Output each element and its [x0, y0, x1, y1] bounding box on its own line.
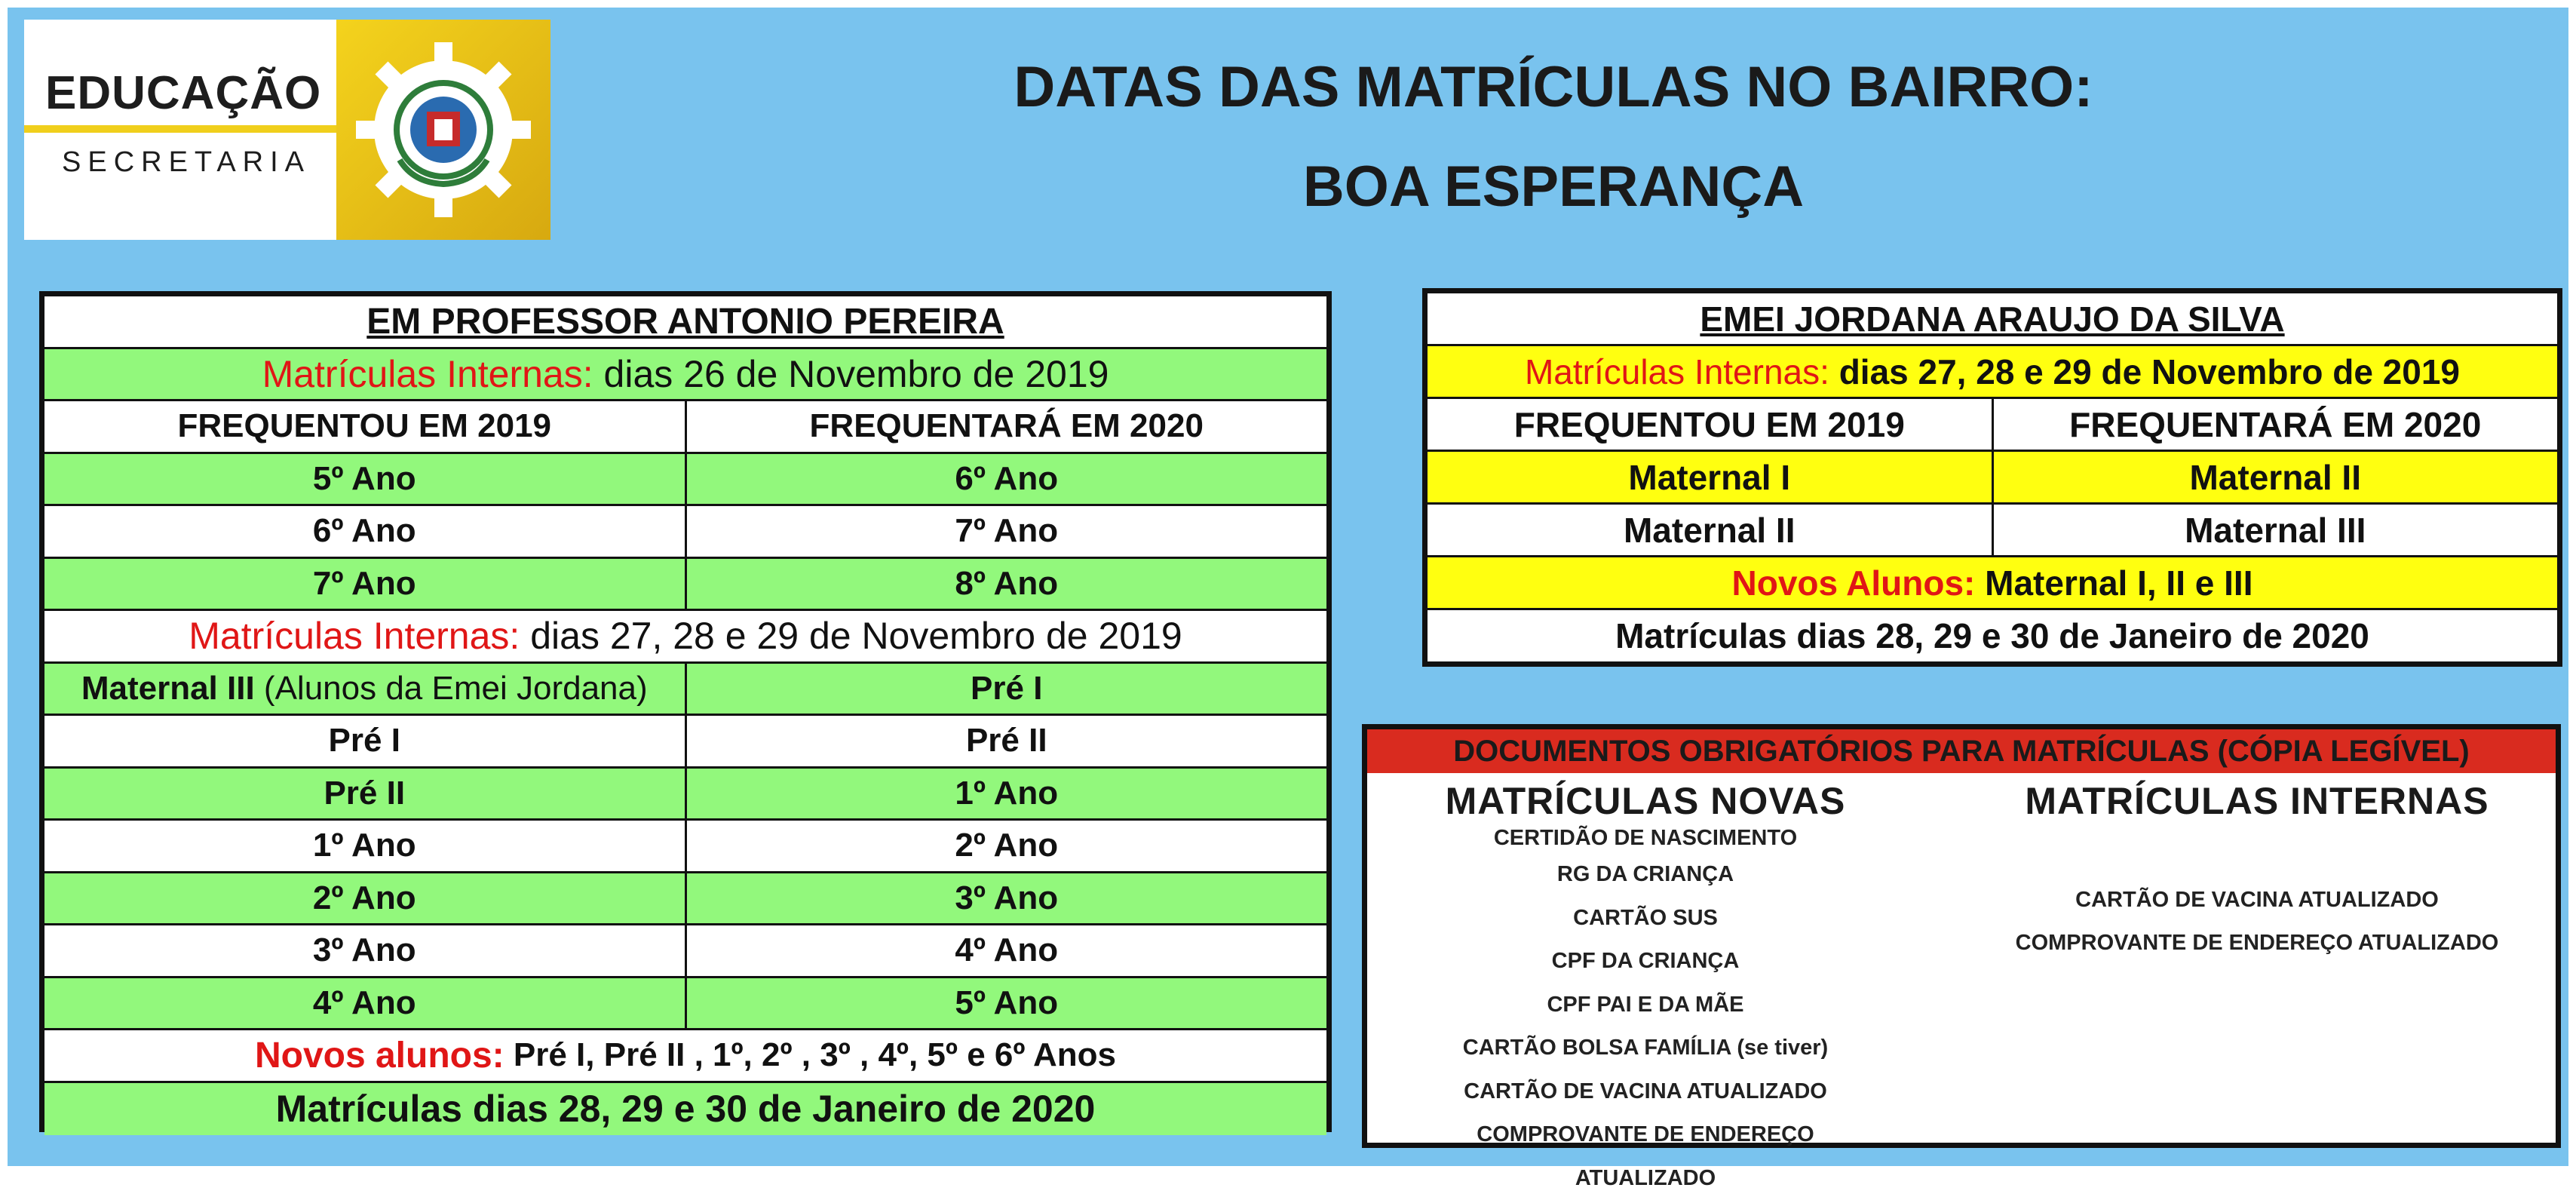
list-item: CARTÃO DE VACINA ATUALIZADO: [2075, 888, 2439, 912]
list-item: CPF PAI E DA MÃE: [1547, 992, 1744, 1017]
internal-enrollment-label: Matrículas Internas:: [1524, 351, 1829, 391]
table-row: [44, 978, 1326, 1031]
grade-to: 2º Ano: [685, 821, 1327, 871]
school-name-row: [1428, 293, 2557, 346]
column-header-will-attend: FREQUENTARÁ EM 2020: [685, 401, 1327, 452]
poster: [8, 8, 2568, 1190]
internal-enrollment-row: [44, 611, 1326, 664]
new-students: [1428, 557, 2557, 608]
final-enrollment-dates: Matrículas dias 28, 29 e 30 de Janeiro de 2020: [1615, 616, 2369, 655]
grade-from: Maternal II: [1623, 510, 1796, 550]
grade-to: 1º Ano: [685, 769, 1327, 819]
new-enrollment-title: MATRÍCULAS NOVAS: [1445, 780, 1846, 822]
headline-line-1: DATAS DAS MATRÍCULAS NO BAIRRO:: [1014, 55, 2093, 119]
table-row: [44, 821, 1326, 873]
grade-to: 3º Ano: [685, 873, 1327, 924]
internal-enrollment-label: Matrículas Internas:: [262, 352, 593, 395]
table-row: [44, 769, 1326, 821]
emei-jordana-araujo-da-silva-table: [1422, 288, 2562, 667]
internal-enrollment-dates: dias 27, 28 e 29 de Novembro de 2019: [1838, 351, 2461, 391]
list-item: CARTÃO BOLSA FAMÍLIA (se tiver): [1462, 1036, 1829, 1060]
grade-from: 3º Ano: [312, 931, 416, 969]
grade-from: 4º Ano: [312, 984, 416, 1021]
school-name: EMEI JORDANA ARAUJO DA SILVA: [1700, 299, 2285, 339]
list-item: CARTÃO DE VACINA ATUALIZADO: [1464, 1079, 1827, 1103]
new-students-grades: Maternal I, II e III: [1985, 563, 2253, 603]
list-item: RG DA CRIANÇA: [1556, 862, 1734, 886]
internal-enrollment: [1428, 346, 2557, 397]
internal-enrollment-dates: dias 27, 28 e 29 de Novembro de 2019: [530, 615, 1182, 658]
grade-to: 7º Ano: [685, 506, 1327, 557]
grade-from: Maternal I: [1628, 457, 1791, 497]
coat-of-arms-icon: [336, 20, 550, 240]
secretaria-educacao-logo: [24, 20, 550, 240]
list-item: COMPROVANTE DE ENDEREÇO ATUALIZADO: [2015, 931, 2499, 955]
grade-from: 6º Ano: [312, 512, 416, 550]
grade-to: 5º Ano: [685, 978, 1327, 1029]
new-students-grades: Pré I, Pré II , 1º, 2º , 3º , 4º, 5º e 6º Anos: [513, 1036, 1117, 1074]
logo-divider: [24, 125, 336, 133]
school-name: EM PROFESSOR ANTONIO PEREIRA: [366, 301, 1004, 342]
grade-from: 2º Ano: [312, 879, 416, 916]
grade-to: Maternal II: [1992, 452, 2558, 502]
grade-from: Pré II: [324, 774, 406, 812]
column-header-attended: FREQUENTOU EM 2019: [177, 407, 552, 445]
grade-from: 1º Ano: [312, 827, 416, 864]
headline: [912, 38, 2194, 237]
list-item: CARTÃO SUS: [1573, 905, 1718, 930]
list-item: CPF DA CRIANÇA: [1551, 949, 1740, 973]
grade-from: 7º Ano: [312, 564, 416, 602]
grade-from-note: (Alunos da Emei Jordana): [263, 669, 648, 707]
table-row: [44, 664, 1326, 717]
internal-enrollment-list: [1986, 879, 2528, 965]
grade-from: [44, 664, 685, 714]
table-row: [44, 454, 1326, 507]
table-row: [44, 559, 1326, 612]
internal-enrollment-documents: [1986, 779, 2528, 965]
new-enrollment-documents: [1415, 779, 1875, 1190]
documents-header: DOCUMENTOS OBRIGATÓRIOS PARA MATRÍCULAS (CÓPIA LEGÍVEL): [1367, 729, 2556, 773]
logo-subtitle: SECRETARIA: [62, 146, 311, 178]
headline-line-2: BOA ESPERANÇA: [1302, 155, 1805, 219]
grade-to: Pré II: [685, 716, 1327, 766]
grade-from: Pré I: [328, 722, 400, 760]
grade-to: 4º Ano: [685, 925, 1327, 976]
grade-to: Pré I: [685, 664, 1327, 714]
grade-to: 6º Ano: [685, 454, 1327, 505]
column-header-will-attend: FREQUENTARÁ EM 2020: [1992, 399, 2558, 450]
grade-from: 5º Ano: [312, 459, 416, 497]
final-enrollment-dates: Matrículas dias 28, 29 e 30 de Janeiro de 2020: [275, 1088, 1096, 1131]
table-row: [44, 506, 1326, 559]
column-header-attended: FREQUENTOU EM 2019: [1513, 404, 1905, 444]
table-row: [1428, 452, 2557, 505]
list-item: CERTIDÃO DE NASCIMENTO: [1493, 826, 1798, 850]
grade-to: 8º Ano: [685, 559, 1327, 609]
logo-title: EDUCAÇÃO: [45, 67, 322, 119]
internal-enrollment-row: [1428, 346, 2557, 399]
internal-enrollment-dates: dias 26 de Novembro de 2019: [603, 352, 1109, 395]
table-row: [44, 925, 1326, 978]
table-row: [44, 716, 1326, 769]
grade-to: Maternal III: [1992, 505, 2558, 555]
table-row: [1428, 505, 2557, 557]
list-item: COMPROVANTE DE ENDEREÇO ATUALIZADO: [1477, 1122, 1814, 1190]
new-students-row: [1428, 557, 2557, 610]
final-enrollment-row: [44, 1083, 1326, 1136]
table-row: [44, 873, 1326, 926]
internal-enrollment-title: MATRÍCULAS INTERNAS: [2025, 780, 2489, 822]
required-documents-box: [1362, 724, 2561, 1190]
internal-enrollment-label: Matrículas Internas:: [189, 615, 520, 658]
new-students-label: Novos Alunos:: [1731, 563, 1976, 603]
internal-enrollment: [44, 349, 1326, 400]
new-students-row: [44, 1030, 1326, 1083]
column-header-row: [1428, 399, 2557, 452]
logo-text: [24, 20, 336, 240]
em-professor-antonio-pereira-table: [39, 291, 1332, 1132]
school-name-row: [44, 296, 1326, 349]
internal-enrollment-row: [44, 349, 1326, 402]
final-enrollment-row: [1428, 610, 2557, 661]
new-students: [44, 1030, 1326, 1081]
new-students-label: Novos alunos:: [254, 1035, 504, 1076]
new-enrollment-list: [1415, 823, 1875, 1190]
grade-from-name: Maternal III: [81, 669, 255, 707]
column-header-row: [44, 401, 1326, 454]
internal-enrollment: [44, 611, 1326, 661]
